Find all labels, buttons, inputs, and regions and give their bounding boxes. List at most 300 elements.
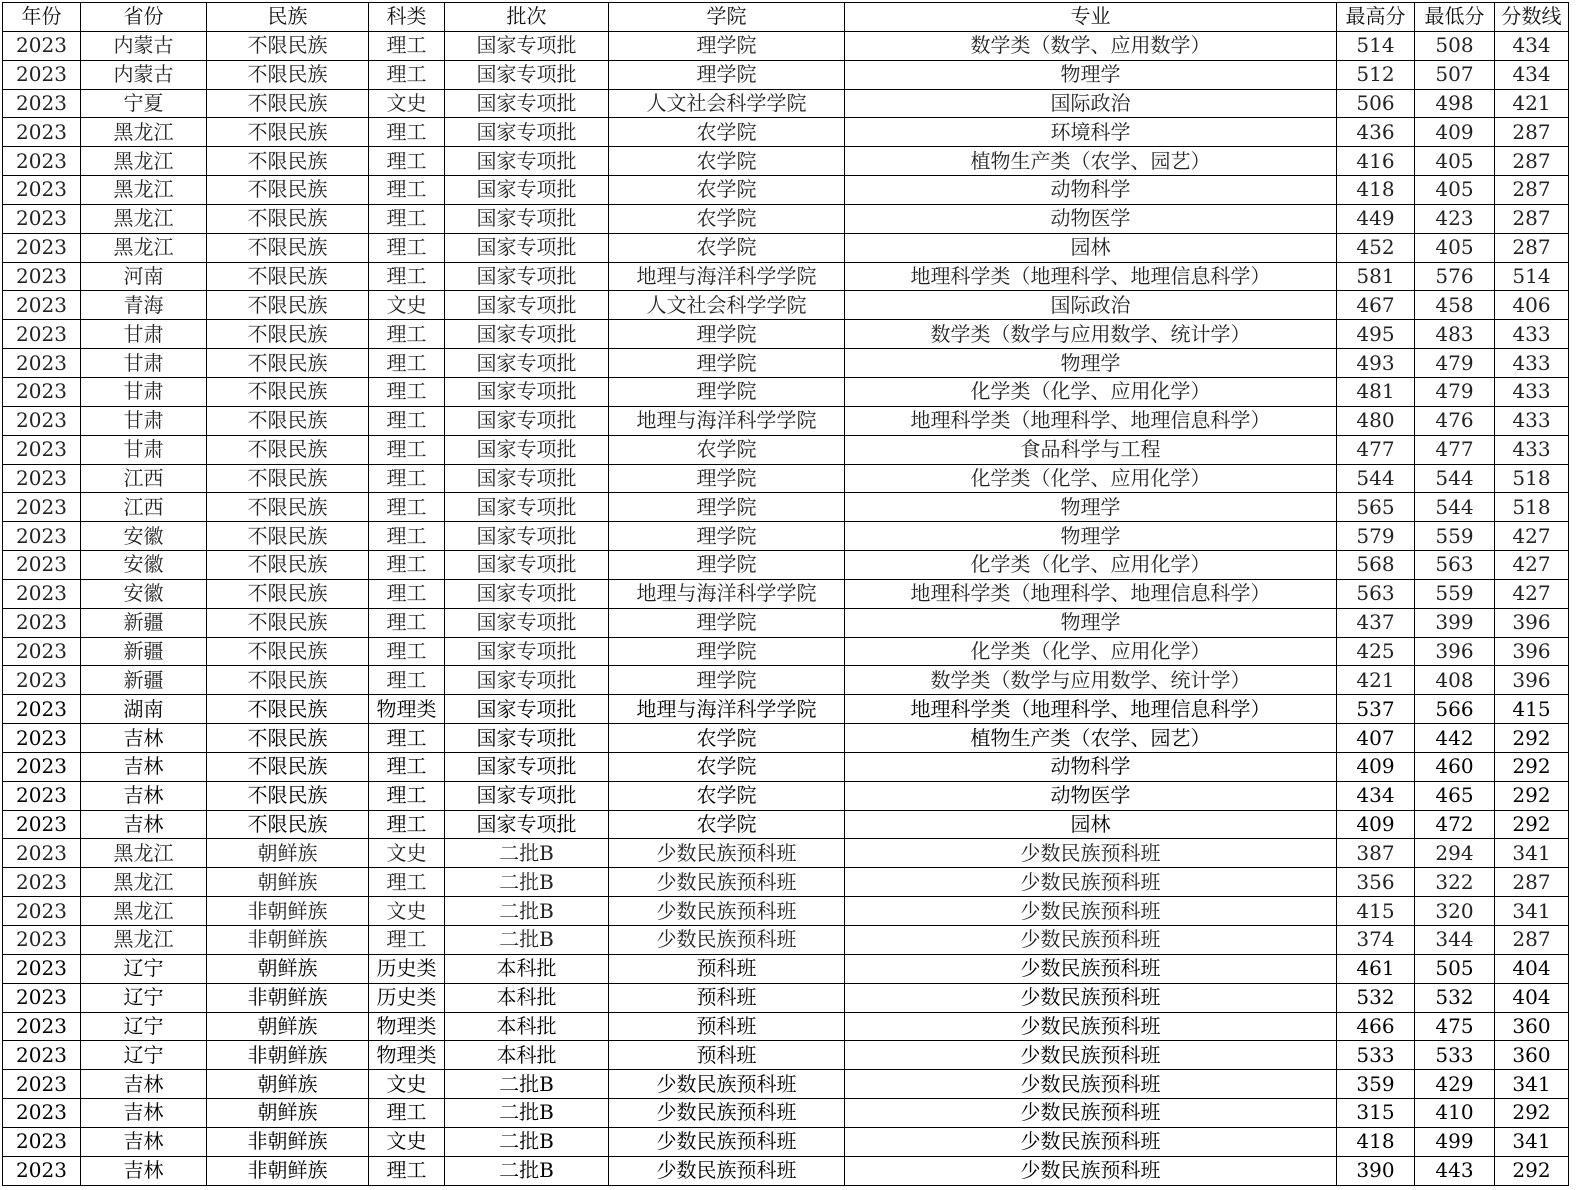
cell-cutoff: 404 (1495, 983, 1569, 1012)
cell-max-score: 495 (1337, 320, 1415, 349)
cell-cutoff: 406 (1495, 291, 1569, 320)
cell-year: 2023 (3, 868, 81, 897)
cell-year: 2023 (3, 320, 81, 349)
cell-min-score: 532 (1415, 983, 1495, 1012)
cell-province: 甘肃 (81, 377, 207, 406)
cell-batch: 国家专项批 (445, 608, 609, 637)
cell-ethnicity: 不限民族 (207, 176, 369, 205)
cell-province: 辽宁 (81, 1012, 207, 1041)
cell-subject-category: 文史 (369, 1127, 445, 1156)
cell-subject-category: 理工 (369, 176, 445, 205)
cell-cutoff: 292 (1495, 810, 1569, 839)
cell-batch: 国家专项批 (445, 176, 609, 205)
cell-max-score: 480 (1337, 406, 1415, 435)
cell-max-score: 563 (1337, 579, 1415, 608)
cell-province: 甘肃 (81, 349, 207, 378)
cell-college: 理学院 (609, 522, 845, 551)
cell-year: 2023 (3, 551, 81, 580)
cell-subject-category: 理工 (369, 233, 445, 262)
cell-max-score: 407 (1337, 724, 1415, 753)
cell-province: 吉林 (81, 1099, 207, 1128)
cell-max-score: 409 (1337, 810, 1415, 839)
cell-year: 2023 (3, 724, 81, 753)
cell-year: 2023 (3, 839, 81, 868)
cell-major: 国际政治 (845, 89, 1337, 118)
cell-ethnicity: 不限民族 (207, 406, 369, 435)
cell-subject-category: 理工 (369, 377, 445, 406)
cell-cutoff: 421 (1495, 89, 1569, 118)
cell-batch: 国家专项批 (445, 262, 609, 291)
column-header-year: 年份 (3, 3, 81, 32)
cell-batch: 国家专项批 (445, 233, 609, 262)
cell-major: 地理科学类（地理科学、地理信息科学） (845, 579, 1337, 608)
cell-subject-category: 理工 (369, 637, 445, 666)
cell-subject-category: 理工 (369, 522, 445, 551)
cell-batch: 本科批 (445, 983, 609, 1012)
cell-subject-category: 理工 (369, 204, 445, 233)
cell-subject-category: 文史 (369, 1070, 445, 1099)
cell-max-score: 461 (1337, 954, 1415, 983)
cell-province: 黑龙江 (81, 118, 207, 147)
cell-subject-category: 文史 (369, 89, 445, 118)
cell-ethnicity: 不限民族 (207, 147, 369, 176)
cell-major: 数学类（数学与应用数学、统计学） (845, 666, 1337, 695)
cell-year: 2023 (3, 435, 81, 464)
cell-province: 江西 (81, 464, 207, 493)
cell-max-score: 493 (1337, 349, 1415, 378)
cell-min-score: 429 (1415, 1070, 1495, 1099)
cell-year: 2023 (3, 147, 81, 176)
cell-college: 理学院 (609, 493, 845, 522)
cell-college: 预科班 (609, 1012, 845, 1041)
table-row (3, 464, 1569, 493)
cell-college: 少数民族预科班 (609, 1127, 845, 1156)
cell-major: 物理学 (845, 522, 1337, 551)
cell-subject-category: 理工 (369, 752, 445, 781)
cell-major: 物理学 (845, 349, 1337, 378)
cell-province: 内蒙古 (81, 31, 207, 60)
cell-subject-category: 理工 (369, 262, 445, 291)
cell-ethnicity: 不限民族 (207, 464, 369, 493)
cell-max-score: 568 (1337, 551, 1415, 580)
table-body (3, 31, 1569, 1185)
table-row (3, 522, 1569, 551)
cell-min-score: 576 (1415, 262, 1495, 291)
cell-cutoff: 341 (1495, 839, 1569, 868)
cell-province: 黑龙江 (81, 897, 207, 926)
cell-ethnicity: 不限民族 (207, 810, 369, 839)
cell-college: 农学院 (609, 204, 845, 233)
cell-ethnicity: 不限民族 (207, 233, 369, 262)
cell-province: 安徽 (81, 551, 207, 580)
cell-min-score: 479 (1415, 377, 1495, 406)
cell-college: 理学院 (609, 377, 845, 406)
cell-cutoff: 396 (1495, 666, 1569, 695)
cell-subject-category: 理工 (369, 579, 445, 608)
cell-cutoff: 341 (1495, 1127, 1569, 1156)
cell-college: 农学院 (609, 147, 845, 176)
cell-ethnicity: 不限民族 (207, 493, 369, 522)
table-row (3, 781, 1569, 810)
cell-subject-category: 理工 (369, 320, 445, 349)
cell-batch: 国家专项批 (445, 435, 609, 464)
cell-cutoff: 341 (1495, 897, 1569, 926)
cell-major: 植物生产类（农学、园艺） (845, 724, 1337, 753)
cell-major: 少数民族预科班 (845, 983, 1337, 1012)
cell-batch: 国家专项批 (445, 31, 609, 60)
table-row (3, 147, 1569, 176)
cell-batch: 二批B (445, 1156, 609, 1185)
cell-subject-category: 物理类 (369, 1041, 445, 1070)
cell-min-score: 544 (1415, 464, 1495, 493)
cell-batch: 二批B (445, 1127, 609, 1156)
cell-max-score: 514 (1337, 31, 1415, 60)
cell-min-score: 443 (1415, 1156, 1495, 1185)
cell-province: 甘肃 (81, 435, 207, 464)
table-row (3, 1099, 1569, 1128)
cell-cutoff: 287 (1495, 868, 1569, 897)
cell-subject-category: 理工 (369, 926, 445, 955)
cell-min-score: 507 (1415, 60, 1495, 89)
cell-college: 农学院 (609, 781, 845, 810)
cell-min-score: 476 (1415, 406, 1495, 435)
table-row (3, 176, 1569, 205)
cell-year: 2023 (3, 377, 81, 406)
cell-cutoff: 427 (1495, 551, 1569, 580)
cell-max-score: 421 (1337, 666, 1415, 695)
cell-college: 农学院 (609, 435, 845, 464)
cell-province: 湖南 (81, 695, 207, 724)
cell-college: 理学院 (609, 637, 845, 666)
cell-province: 河南 (81, 262, 207, 291)
cell-subject-category: 理工 (369, 493, 445, 522)
column-header-province: 省份 (81, 3, 207, 32)
cell-major: 动物科学 (845, 176, 1337, 205)
cell-max-score: 532 (1337, 983, 1415, 1012)
cell-cutoff: 341 (1495, 1070, 1569, 1099)
cell-college: 预科班 (609, 983, 845, 1012)
cell-ethnicity: 朝鲜族 (207, 839, 369, 868)
cell-college: 预科班 (609, 1041, 845, 1070)
table-row (3, 810, 1569, 839)
cell-cutoff: 433 (1495, 320, 1569, 349)
cell-min-score: 405 (1415, 233, 1495, 262)
cell-year: 2023 (3, 31, 81, 60)
table-row (3, 1012, 1569, 1041)
table-row (3, 31, 1569, 60)
cell-year: 2023 (3, 118, 81, 147)
cell-min-score: 465 (1415, 781, 1495, 810)
cell-batch: 二批B (445, 868, 609, 897)
table-row (3, 666, 1569, 695)
cell-subject-category: 理工 (369, 60, 445, 89)
cell-cutoff: 396 (1495, 608, 1569, 637)
cell-ethnicity: 非朝鲜族 (207, 1156, 369, 1185)
cell-subject-category: 文史 (369, 291, 445, 320)
cell-cutoff: 433 (1495, 406, 1569, 435)
cell-max-score: 356 (1337, 868, 1415, 897)
cell-batch: 二批B (445, 1070, 609, 1099)
cell-year: 2023 (3, 204, 81, 233)
cell-year: 2023 (3, 1070, 81, 1099)
cell-major: 地理科学类（地理科学、地理信息科学） (845, 406, 1337, 435)
cell-cutoff: 292 (1495, 752, 1569, 781)
cell-major: 少数民族预科班 (845, 1012, 1337, 1041)
cell-major: 少数民族预科班 (845, 1099, 1337, 1128)
cell-college: 预科班 (609, 954, 845, 983)
cell-province: 安徽 (81, 522, 207, 551)
cell-min-score: 505 (1415, 954, 1495, 983)
cell-college: 理学院 (609, 608, 845, 637)
cell-subject-category: 文史 (369, 839, 445, 868)
cell-subject-category: 理工 (369, 608, 445, 637)
cell-major: 园林 (845, 810, 1337, 839)
cell-province: 安徽 (81, 579, 207, 608)
cell-min-score: 409 (1415, 118, 1495, 147)
cell-max-score: 315 (1337, 1099, 1415, 1128)
cell-batch: 国家专项批 (445, 377, 609, 406)
cell-college: 地理与海洋科学学院 (609, 262, 845, 291)
cell-max-score: 533 (1337, 1041, 1415, 1070)
cell-college: 人文社会科学学院 (609, 89, 845, 118)
cell-college: 少数民族预科班 (609, 839, 845, 868)
cell-cutoff: 415 (1495, 695, 1569, 724)
table-row (3, 983, 1569, 1012)
table-row (3, 233, 1569, 262)
cell-province: 吉林 (81, 810, 207, 839)
cell-subject-category: 历史类 (369, 983, 445, 1012)
cell-max-score: 537 (1337, 695, 1415, 724)
cell-ethnicity: 不限民族 (207, 118, 369, 147)
cell-subject-category: 物理类 (369, 695, 445, 724)
cell-subject-category: 理工 (369, 1156, 445, 1185)
cell-batch: 国家专项批 (445, 810, 609, 839)
cell-min-score: 405 (1415, 176, 1495, 205)
cell-max-score: 425 (1337, 637, 1415, 666)
cell-min-score: 322 (1415, 868, 1495, 897)
cell-college: 农学院 (609, 724, 845, 753)
cell-major: 物理学 (845, 60, 1337, 89)
cell-province: 辽宁 (81, 954, 207, 983)
cell-year: 2023 (3, 522, 81, 551)
cell-major: 物理学 (845, 608, 1337, 637)
cell-max-score: 467 (1337, 291, 1415, 320)
cell-max-score: 581 (1337, 262, 1415, 291)
cell-year: 2023 (3, 493, 81, 522)
cell-ethnicity: 朝鲜族 (207, 1070, 369, 1099)
column-header-subject-category: 科类 (369, 3, 445, 32)
cell-batch: 国家专项批 (445, 204, 609, 233)
cell-major: 少数民族预科班 (845, 926, 1337, 955)
cell-college: 少数民族预科班 (609, 1156, 845, 1185)
cell-ethnicity: 不限民族 (207, 608, 369, 637)
cell-ethnicity: 不限民族 (207, 724, 369, 753)
cell-college: 少数民族预科班 (609, 926, 845, 955)
cell-cutoff: 433 (1495, 435, 1569, 464)
cell-college: 理学院 (609, 551, 845, 580)
cell-major: 数学类（数学与应用数学、统计学） (845, 320, 1337, 349)
cell-batch: 国家专项批 (445, 551, 609, 580)
cell-max-score: 512 (1337, 60, 1415, 89)
cell-cutoff: 287 (1495, 118, 1569, 147)
cell-year: 2023 (3, 637, 81, 666)
cell-cutoff: 427 (1495, 579, 1569, 608)
cell-year: 2023 (3, 954, 81, 983)
cell-cutoff: 360 (1495, 1041, 1569, 1070)
cell-year: 2023 (3, 89, 81, 118)
column-header-college: 学院 (609, 3, 845, 32)
cell-major: 化学类（化学、应用化学） (845, 377, 1337, 406)
cell-major: 园林 (845, 233, 1337, 262)
cell-cutoff: 434 (1495, 60, 1569, 89)
cell-province: 吉林 (81, 752, 207, 781)
cell-batch: 二批B (445, 897, 609, 926)
cell-max-score: 415 (1337, 897, 1415, 926)
cell-major: 物理学 (845, 493, 1337, 522)
cell-major: 少数民族预科班 (845, 1070, 1337, 1099)
cell-batch: 国家专项批 (445, 291, 609, 320)
cell-ethnicity: 不限民族 (207, 262, 369, 291)
cell-college: 理学院 (609, 349, 845, 378)
cell-ethnicity: 不限民族 (207, 695, 369, 724)
cell-min-score: 294 (1415, 839, 1495, 868)
cell-min-score: 423 (1415, 204, 1495, 233)
cell-min-score: 458 (1415, 291, 1495, 320)
cell-college: 理学院 (609, 464, 845, 493)
cell-year: 2023 (3, 666, 81, 695)
cell-max-score: 418 (1337, 1127, 1415, 1156)
cell-min-score: 344 (1415, 926, 1495, 955)
cell-subject-category: 理工 (369, 724, 445, 753)
cell-batch: 国家专项批 (445, 579, 609, 608)
cell-min-score: 472 (1415, 810, 1495, 839)
cell-year: 2023 (3, 810, 81, 839)
cell-min-score: 442 (1415, 724, 1495, 753)
cell-batch: 国家专项批 (445, 147, 609, 176)
cell-min-score: 408 (1415, 666, 1495, 695)
cell-cutoff: 396 (1495, 637, 1569, 666)
cell-cutoff: 360 (1495, 1012, 1569, 1041)
table-row (3, 262, 1569, 291)
cell-province: 新疆 (81, 608, 207, 637)
table-row (3, 377, 1569, 406)
cell-college: 农学院 (609, 118, 845, 147)
cell-min-score: 563 (1415, 551, 1495, 580)
cell-college: 地理与海洋科学学院 (609, 579, 845, 608)
cell-province: 吉林 (81, 1070, 207, 1099)
cell-min-score: 483 (1415, 320, 1495, 349)
table-row (3, 637, 1569, 666)
cell-year: 2023 (3, 1156, 81, 1185)
cell-cutoff: 514 (1495, 262, 1569, 291)
table-row (3, 1156, 1569, 1185)
cell-min-score: 566 (1415, 695, 1495, 724)
cell-college: 理学院 (609, 666, 845, 695)
cell-batch: 国家专项批 (445, 320, 609, 349)
cell-province: 辽宁 (81, 1041, 207, 1070)
table-row (3, 320, 1569, 349)
cell-batch: 本科批 (445, 1012, 609, 1041)
cell-max-score: 416 (1337, 147, 1415, 176)
cell-major: 环境科学 (845, 118, 1337, 147)
cell-major: 地理科学类（地理科学、地理信息科学） (845, 695, 1337, 724)
cell-max-score: 390 (1337, 1156, 1415, 1185)
column-header-major: 专业 (845, 3, 1337, 32)
cell-major: 少数民族预科班 (845, 1041, 1337, 1070)
cell-province: 吉林 (81, 1156, 207, 1185)
cell-cutoff: 292 (1495, 1156, 1569, 1185)
table-row (3, 204, 1569, 233)
cell-subject-category: 理工 (369, 406, 445, 435)
cell-year: 2023 (3, 897, 81, 926)
cell-college: 少数民族预科班 (609, 868, 845, 897)
cell-min-score: 508 (1415, 31, 1495, 60)
cell-max-score: 466 (1337, 1012, 1415, 1041)
cell-batch: 国家专项批 (445, 60, 609, 89)
table-row (3, 897, 1569, 926)
cell-min-score: 559 (1415, 522, 1495, 551)
table-row (3, 435, 1569, 464)
cell-year: 2023 (3, 752, 81, 781)
cell-college: 少数民族预科班 (609, 1099, 845, 1128)
cell-year: 2023 (3, 1099, 81, 1128)
cell-subject-category: 理工 (369, 464, 445, 493)
cell-province: 黑龙江 (81, 204, 207, 233)
cell-subject-category: 理工 (369, 147, 445, 176)
cell-province: 辽宁 (81, 983, 207, 1012)
cell-year: 2023 (3, 1127, 81, 1156)
cell-major: 食品科学与工程 (845, 435, 1337, 464)
cell-province: 内蒙古 (81, 60, 207, 89)
table-row (3, 60, 1569, 89)
cell-province: 吉林 (81, 781, 207, 810)
cell-ethnicity: 非朝鲜族 (207, 926, 369, 955)
cell-max-score: 437 (1337, 608, 1415, 637)
cell-subject-category: 理工 (369, 31, 445, 60)
cell-ethnicity: 非朝鲜族 (207, 897, 369, 926)
cell-subject-category: 理工 (369, 349, 445, 378)
cell-college: 人文社会科学学院 (609, 291, 845, 320)
cell-year: 2023 (3, 781, 81, 810)
cell-major: 国际政治 (845, 291, 1337, 320)
cell-subject-category: 理工 (369, 868, 445, 897)
cell-province: 甘肃 (81, 406, 207, 435)
cell-major: 动物科学 (845, 752, 1337, 781)
table-header (3, 3, 1569, 32)
cell-min-score: 460 (1415, 752, 1495, 781)
cell-cutoff: 292 (1495, 1099, 1569, 1128)
cell-ethnicity: 非朝鲜族 (207, 983, 369, 1012)
cell-year: 2023 (3, 1012, 81, 1041)
cell-batch: 国家专项批 (445, 522, 609, 551)
cell-major: 少数民族预科班 (845, 839, 1337, 868)
cell-ethnicity: 不限民族 (207, 522, 369, 551)
cell-cutoff: 287 (1495, 147, 1569, 176)
cell-major: 少数民族预科班 (845, 1127, 1337, 1156)
table-row (3, 1041, 1569, 1070)
cell-college: 理学院 (609, 60, 845, 89)
cell-batch: 二批B (445, 926, 609, 955)
cell-college: 少数民族预科班 (609, 1070, 845, 1099)
cell-province: 黑龙江 (81, 233, 207, 262)
cell-batch: 国家专项批 (445, 493, 609, 522)
column-header-ethnicity: 民族 (207, 3, 369, 32)
cell-college: 地理与海洋科学学院 (609, 406, 845, 435)
cell-max-score: 544 (1337, 464, 1415, 493)
cell-min-score: 399 (1415, 608, 1495, 637)
cell-ethnicity: 朝鲜族 (207, 868, 369, 897)
cell-province: 新疆 (81, 637, 207, 666)
